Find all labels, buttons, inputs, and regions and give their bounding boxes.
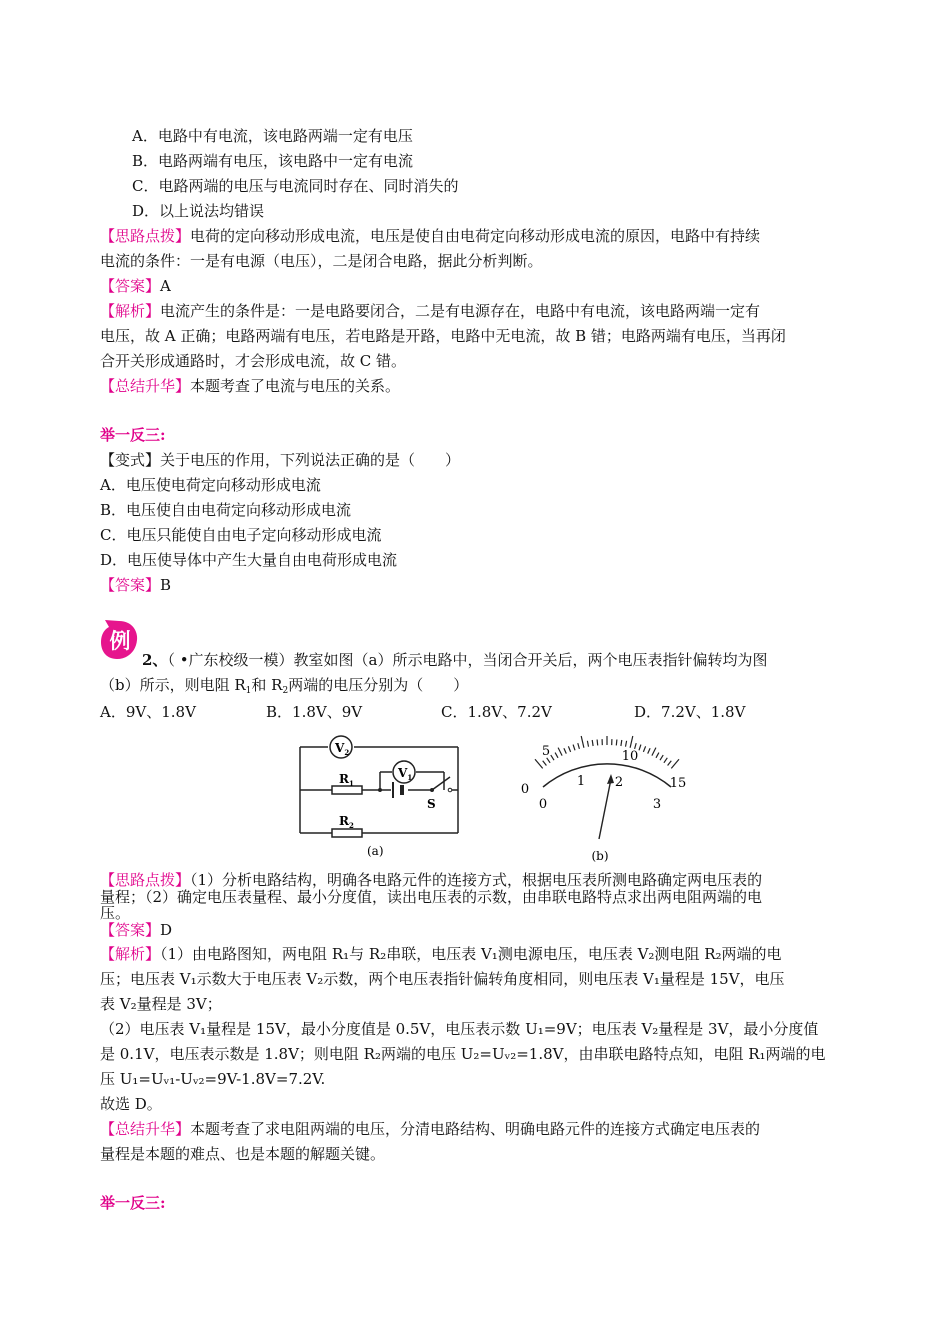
q2-option-a: A．9V、1.8V [100, 703, 196, 721]
q2-stem-cont [100, 675, 468, 698]
analysis-text: 电流产生的条件是：一是电路要闭合，二是有电源存在，电路中有电流，该电路两端一定有 [160, 302, 761, 320]
dial-tick [587, 741, 588, 747]
dial-tick [592, 740, 593, 746]
dial-tick [671, 759, 679, 768]
q1-answer [100, 276, 171, 296]
switch-contact [448, 788, 452, 792]
summary-label: 【总结升华】 [100, 377, 191, 395]
r1-label: $R_1$ [339, 772, 354, 788]
analysis-text: （1）由电路图知，两电阻 R₁与 R₂串联，电压表 V₁测电源电压，电压表 V₂测电阻 R₂两端的电 [160, 945, 782, 963]
dial-tick [664, 758, 667, 763]
answer-value: B [160, 576, 172, 594]
dial-tick [648, 748, 650, 753]
hint-label: 【思路点拨】 [100, 871, 191, 889]
dial-tick [535, 759, 543, 768]
dial-tick [626, 741, 627, 747]
inner-tick-label: 0 [538, 797, 548, 812]
variant-question [100, 450, 460, 470]
dial-tick [643, 746, 645, 752]
q2-summary [100, 1119, 760, 1139]
practice-heading: 举一反三: [100, 426, 166, 444]
figure-b-caption: (b) [591, 849, 609, 863]
dial-tick [621, 740, 622, 746]
dial-tick [578, 743, 580, 749]
dial-tick [668, 761, 672, 766]
hint-text: （1）分析电路结构，明确各电路元件的连接方式，根据电压表所测电路确定两电压表的 [190, 871, 763, 889]
v2-label: $V_2$ [335, 741, 350, 757]
summary-label: 【总结升华】 [100, 1120, 191, 1138]
dial-tick [660, 755, 663, 760]
dial-tick [551, 755, 554, 760]
dial-arc [543, 764, 671, 787]
example-badge-icon [97, 618, 141, 662]
dial-tick [616, 740, 617, 746]
answer-label: 【答案】 [100, 921, 161, 939]
v1-label: $V_1$ [398, 766, 413, 782]
summary-text: 本题考查了电流与电压的关系。 [190, 377, 401, 395]
analysis-label: 【解析】 [100, 302, 161, 320]
q2-analysis-cont: 是 0.1V，电压表示数是 1.8V；则电阻 R₂两端的电压 U₂=Uᵥ₂=1.8V，由串联电路特点知，电阻 R₁两端的电 [100, 1045, 826, 1063]
hint-text: 电荷的定向移动形成电流，电压是使自由电荷定向移动形成电流的原因，电路中有持续 [190, 227, 761, 245]
dial-tick [558, 748, 562, 756]
q2-analysis-cont: 表 V₂量程是 3V； [100, 995, 222, 1013]
outer-tick-label: 0 [520, 782, 530, 797]
figure-a-caption: (a) [367, 844, 384, 858]
q2-analysis-cont: 压 U₁=Uᵥ₁-Uᵥ₂=9V-1.8V=7.2V. [100, 1070, 326, 1088]
inner-tick-label: 1 [576, 774, 586, 789]
q2-analysis-cont: 压；电压表 V₁示数大于电压表 V₂示数，两个电压表指针偏转角度相同，则电压表 V₁量程是 15V，电压 [100, 970, 785, 988]
switch-label: S [427, 797, 436, 811]
dial-tick [543, 761, 547, 766]
dial-tick [652, 748, 656, 756]
q2-analysis [100, 944, 782, 964]
q1-option-b: B．电路两端有电压，该电路中一定有电流 [132, 152, 414, 170]
outer-tick-label: 15 [669, 776, 687, 791]
q2-analysis-cont: （2）电压表 V₁量程是 15V，最小分度值是 0.5V，电压表示数 U₁=9V；电压表 V₂量程是 3V，最小分度值 [100, 1020, 819, 1038]
q2-option-c: C．1.8V、7.2V [441, 703, 552, 721]
variant-answer [100, 575, 171, 595]
answer-label: 【答案】 [100, 277, 161, 295]
stem-part: 两端的电压分别为（ ） [288, 676, 469, 694]
q2-hint-cont: 压。 [100, 904, 131, 922]
variant-option-d: D．电压使导体中产生大量自由电荷形成电流 [100, 551, 398, 569]
q1-hint [100, 226, 760, 246]
q2-stem [142, 650, 768, 670]
outer-tick-label: 5 [541, 744, 551, 759]
variant-option-a: A．电压使电荷定向移动形成电流 [100, 476, 321, 494]
needle [599, 779, 611, 839]
dial-tick [639, 745, 641, 751]
practice-heading: 举一反三: [100, 1194, 166, 1212]
dial-tick [597, 740, 598, 746]
dial-tick [573, 745, 575, 751]
stem-part: 和 R [251, 676, 283, 694]
q2-stem-text: （ •广东校级一模）教室如图（a）所示电路中，当闭合开关后，两个电压表指针偏转均为图 [167, 651, 768, 669]
q1-summary [100, 376, 400, 396]
q2-option-d: D．7.2V、1.8V [634, 703, 746, 721]
voltmeter-dial [515, 735, 695, 865]
summary-text: 本题考查了求电阻两端的电压，分清电路结构、明确电路元件的连接方式确定电压表的 [190, 1120, 761, 1138]
inner-tick-label: 2 [614, 775, 624, 790]
junction-dot [378, 788, 382, 792]
q1-option-d: D．以上说法均错误 [132, 202, 265, 220]
dial-tick [656, 753, 659, 758]
dial-tick [555, 753, 558, 758]
q1-analysis-cont: 电压，故 A 正确；电路两端有电压，若电路是开路，电路中无电流，故 B 错；电路两端有电压，当再闭 [100, 327, 786, 345]
q1-hint-cont: 电流的条件：一是有电源（电压），二是闭合电路，据此分析判断。 [100, 252, 543, 270]
outer-tick-label: 10 [621, 749, 639, 764]
analysis-label: 【解析】 [100, 945, 161, 963]
variant-option-c: C．电压只能使自由电子定向移动形成电流 [100, 526, 382, 544]
hint-label: 【思路点拨】 [100, 227, 191, 245]
subscript: 1 [245, 686, 252, 696]
dial-tick [581, 736, 584, 748]
answer-label: 【答案】 [100, 576, 161, 594]
q1-analysis [100, 301, 760, 321]
stem-part: （b）所示，则电阻 R [100, 676, 246, 694]
switch-pivot [430, 788, 434, 792]
dial-tick [568, 746, 570, 752]
subscript: 2 [282, 686, 289, 696]
q2-answer [100, 920, 172, 940]
dial-tick [630, 736, 633, 748]
inner-tick-label: 3 [652, 797, 662, 812]
q1-option-c: C．电路两端的电压与电流同时存在、同时消失的 [132, 177, 459, 195]
q1-analysis-cont: 合开关形成通路时，才会形成电流，故 C 错。 [100, 352, 407, 370]
answer-value: A [160, 277, 171, 295]
r2-label: $R_2$ [339, 814, 354, 830]
badge-text: 例 [109, 629, 131, 653]
answer-value: D [160, 921, 173, 939]
variant-option-b: B．电压使自由电荷定向移动形成电流 [100, 501, 352, 519]
q2-number: 2、 [142, 651, 168, 669]
circuit-diagram [292, 735, 472, 865]
q2-option-b: B．1.8V、9V [266, 703, 363, 721]
q2-analysis-cont: 故选 D。 [100, 1095, 162, 1113]
q2-hint-cont: 量程；（2）确定电压表量程、最小分度值，读出电压表的示数，由串联电路特点求出两电阻两端的电 [100, 888, 763, 906]
needle-tip [607, 774, 614, 784]
q1-option-a: A．电路中有电流，该电路两端一定有电压 [132, 127, 413, 145]
variant-label: 【变式】 [100, 451, 161, 469]
dial-tick [564, 748, 566, 753]
q2-summary-cont: 量程是本题的难点、也是本题的解题关键。 [100, 1145, 386, 1163]
variant-text: 关于电压的作用，下列说法正确的是（ ） [160, 451, 461, 469]
